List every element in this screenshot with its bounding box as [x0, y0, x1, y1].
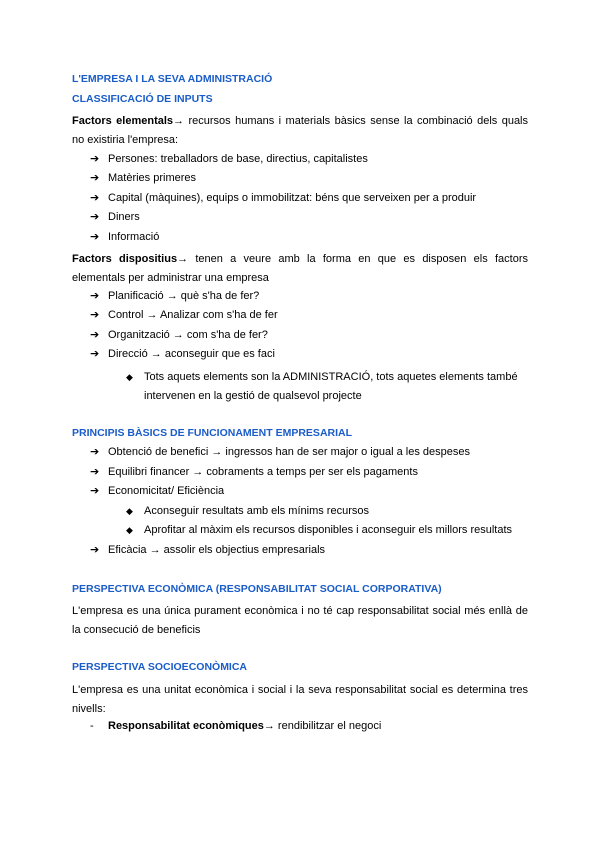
factors-dispositius-text: → tenen a veure amb la forma en que es disposen els factors elementals per administrar una empresa	[72, 253, 528, 284]
diamond-bullet-icon: ◆	[126, 506, 133, 516]
section-heading-perspectiva-economica: PERSPECTIVA ECONÒMICA (RESPONSABILITAT SOCIAL CORPORATIVA)	[72, 583, 442, 595]
list-item: ◆ Aconseguir resultats amb els mínims recursos	[126, 505, 369, 517]
arrow-icon: ➔	[90, 485, 100, 497]
list-item: ➔ Eficàcia → assolir els objectius empresarials	[90, 544, 326, 556]
list-item: ◆ Aprofitar al màxim els recursos disponibles i aconseguir els millors resultats	[126, 524, 513, 536]
arrow-icon: ➔	[90, 544, 100, 556]
list-item: ➔ Diners	[90, 211, 140, 223]
arrow-icon: ➔	[90, 309, 100, 321]
list-item: ➔ Organització → com s'ha de fer?	[90, 329, 268, 341]
list-item: ➔ Matèries primeres	[90, 172, 197, 184]
list-item: ➔ Equilibri financer → cobraments a temps per ser els pagaments	[90, 466, 418, 478]
arrow-icon: ➔	[90, 231, 100, 243]
arrow-icon: ➔	[90, 211, 100, 223]
arrow-icon: ➔	[90, 446, 100, 458]
list-item: ➔ Persones: treballadors de base, directius, capitalistes	[90, 153, 368, 165]
diamond-bullet-icon: ◆	[126, 372, 133, 382]
perspectiva-socioeconomica-text: L'empresa es una unitat econòmica i social i la seva responsabilitat social es determina tres nivells:	[72, 684, 528, 715]
list-item: ➔ Planificació → què s'ha de fer?	[90, 290, 260, 302]
factors-elementals-paragraph	[72, 112, 528, 150]
administracio-note: ◆ Tots aquets elements son la ADMINISTRACIÓ, tots aquetes elements també intervenen en la gestió de qualsevol projecte	[126, 368, 526, 406]
factors-elementals-text: → recursos humans i materials bàsics sense la combinació dels quals no existiria l'empresa:	[72, 115, 529, 146]
arrow-icon: ➔	[90, 172, 100, 184]
arrow-icon: ➔	[90, 153, 100, 165]
list-item: ➔ Control → Analizar com s'ha de fer	[90, 309, 278, 321]
arrow-icon: ➔	[90, 329, 100, 341]
arrow-icon: ➔	[90, 290, 100, 302]
list-item: ➔ Direcció → aconseguir que es faci	[90, 348, 275, 360]
list-item: - Responsabilitat econòmiques→ rendibilitzar el negoci	[90, 720, 382, 732]
term-factors-elementals: Factors elementals	[72, 115, 174, 127]
diamond-bullet-icon: ◆	[126, 525, 133, 535]
document-title: L'EMPRESA I LA SEVA ADMINISTRACIÓ	[72, 73, 273, 85]
section-heading-inputs: CLASSIFICACIÓ DE INPUTS	[72, 93, 213, 105]
dash-bullet: -	[90, 720, 94, 732]
term-responsabilitat: Responsabilitat econòmiques	[108, 720, 264, 732]
arrow-icon: ➔	[90, 192, 100, 204]
list-item: ➔ Informació	[90, 231, 160, 243]
list-item: ➔ Economicitat/ Eficiència	[90, 485, 225, 497]
factors-dispositius-paragraph	[72, 250, 528, 288]
perspectiva-economica-text: L'empresa es una única purament econòmica i no té cap responsabilitat social més enllà de la consecució de beneficis	[72, 605, 528, 636]
list-item: ➔ Capital (màquines), equips o immobilitzat: béns que serveixen per a produir	[90, 192, 477, 204]
arrow-icon: ➔	[90, 466, 100, 478]
arrow-icon: ➔	[90, 348, 100, 360]
section-heading-perspectiva-socioeconomica: PERSPECTIVA SOCIOECONÒMICA	[72, 661, 248, 673]
term-factors-dispositius: Factors dispositius	[72, 253, 178, 265]
section-heading-principis: PRINCIPIS BÀSICS DE FUNCIONAMENT EMPRESARIAL	[72, 427, 353, 439]
list-item: ➔ Obtenció de benefici → ingressos han de ser major o igual a les despeses	[90, 446, 470, 458]
